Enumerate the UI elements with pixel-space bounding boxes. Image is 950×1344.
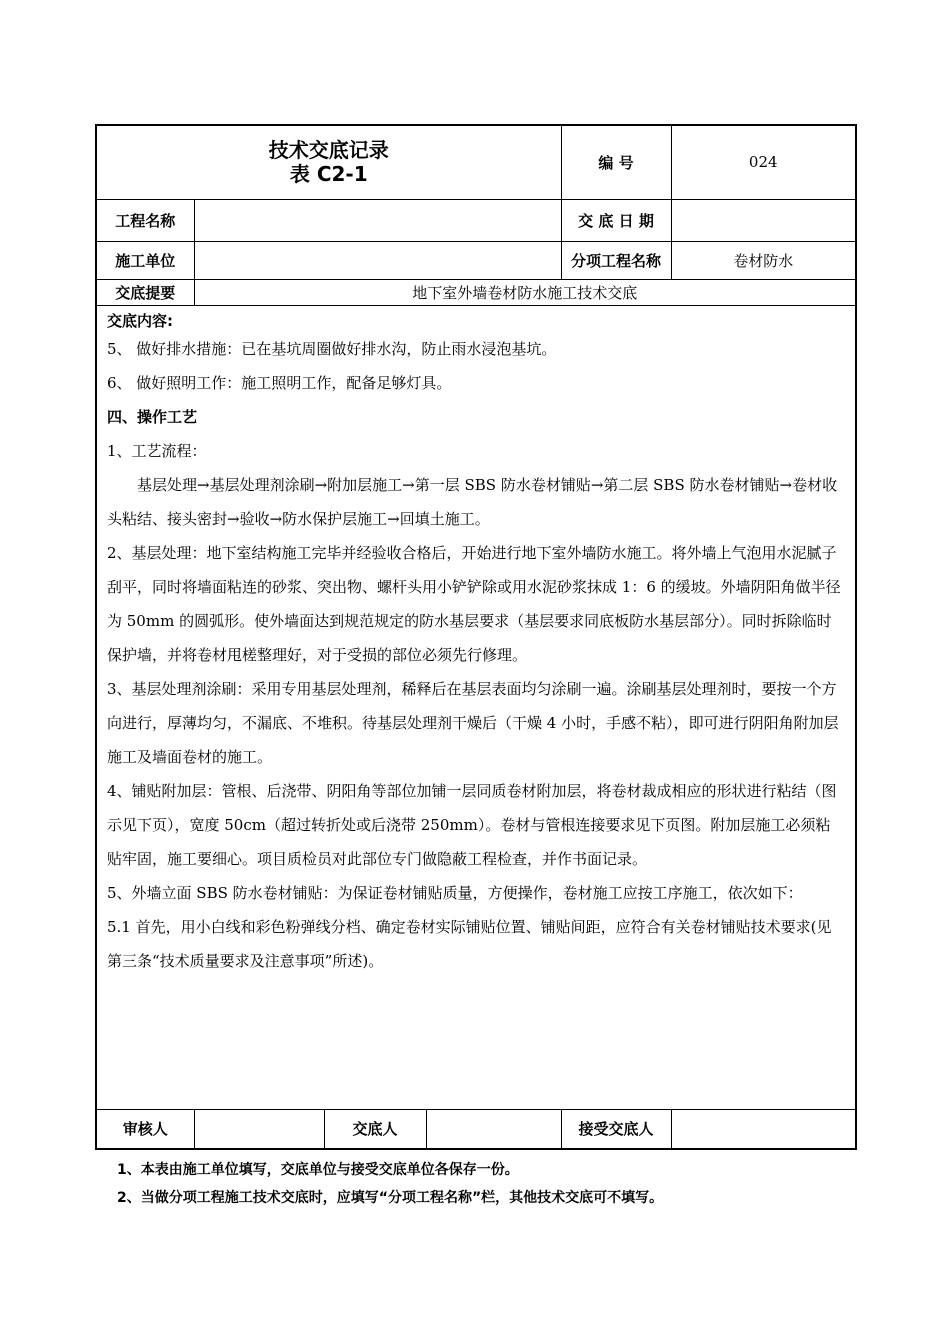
sub-project-label: 分项工程名称 [561,241,671,279]
content-paragraph: 4、铺贴附加层：管根、后浇带、阴阳角等部位加铺一层同质卷材附加层，将卷材裁成相应的形状进行粘结（图示见下页），宽度 50cm（超过转折处或后浇带 250mm）。卷材与管根连接要求见下页图。附加层施工必须粘贴牢固，施工要细心。项目质检员对此部位专门做隐蔽工程检查，并作书面记录。 [107,781,837,868]
form-code: 表 C2-1 [289,162,368,187]
content-paragraph: 3、基层处理剂涂刷：采用专用基层处理剂，稀释后在基层表面均匀涂刷一遍。涂刷基层处理剂时，要按一个方向进行，厚薄均匀，不漏底、不堆积。待基层处理剂干燥后（干燥 4 小时，手感不粘），即可进行阴阳角附加层施工及墙面卷材的施工。 [107,679,839,766]
section-heading: 四、操作工艺 [107,407,198,426]
project-name-field[interactable] [194,199,561,241]
content-heading: 交底内容: [107,311,173,330]
content-paragraph: 1、工艺流程： [107,441,207,460]
content-paragraph: 2、基层处理：地下室结构施工完毕并经验收合格后，开始进行地下室外墙防水施工。将外墙上气泡用水泥腻子刮平，同时将墙面粘连的砂浆、突出物、螺杆头用小铲铲除或用水泥砂浆抹成 1：6 的缓坡。外墙阴阳角做半径为 50mm 的圆弧形。使外墙面达到规范规定的防水基层要求（基层要求同底板防水基层部分）。同时拆除临时保护墙，并将卷材甩槎整理好，对于受损的部位必须先行修理。 [107,543,841,664]
note-item: 1、本表由施工单位填写，交底单位与接受交底单位各保存一份。 [117,1162,519,1178]
reviewer-label: 审核人 [96,1109,194,1149]
disclosure-content[interactable] [96,305,856,1109]
summary-label: 交底提要 [96,279,194,305]
form-title: 技术交底记录 [268,138,389,163]
contractor-field[interactable] [194,241,561,279]
reviewer-field[interactable] [194,1109,324,1149]
receiver-field[interactable] [671,1109,856,1149]
summary-field[interactable]: 地下室外墙卷材防水施工技术交底 [194,279,856,305]
process-flow: 基层处理→基层处理剂涂刷→附加层施工→第一层 SBS 防水卷材铺贴→第二层 SBS 防水卷材铺贴→卷材收头粘结、接头密封→验收→防水保护层施工→回填土施工。 [107,475,838,528]
technical-disclosure-form [95,124,855,1150]
content-paragraph: 5.1 首先，用小白线和彩色粉弹线分档、确定卷材实际铺贴位置、铺贴间距，应符合有关卷材铺贴技术要求(见第三条“技术质量要求及注意事项”所述)。 [107,917,832,970]
number-value[interactable]: 024 [671,125,856,199]
discloser-label: 交底人 [324,1109,426,1149]
contractor-label: 施工单位 [96,241,194,279]
discloser-field[interactable] [426,1109,561,1149]
date-field[interactable] [671,199,856,241]
content-paragraph: 5、 做好排水措施：已在基坑周圈做好排水沟，防止雨水浸泡基坑。 [107,339,557,358]
form-notes [117,1156,837,1212]
project-name-label: 工程名称 [96,199,194,241]
content-paragraph: 5、外墙立面 SBS 防水卷材铺贴：为保证卷材铺贴质量，方便操作，卷材施工应按工序施工，依次如下： [107,883,803,902]
receiver-label: 接受交底人 [561,1109,671,1149]
form-title-cell [96,125,561,199]
sub-project-field[interactable]: 卷材防水 [671,241,856,279]
note-item: 2、当做分项工程施工技术交底时，应填写“分项工程名称”栏，其他技术交底可不填写。 [117,1190,664,1206]
number-label: 编 号 [561,125,671,199]
content-paragraph: 6、 做好照明工作：施工照明工作，配备足够灯具。 [107,373,452,392]
date-label: 交 底 日 期 [561,199,671,241]
form-table [95,124,857,1150]
